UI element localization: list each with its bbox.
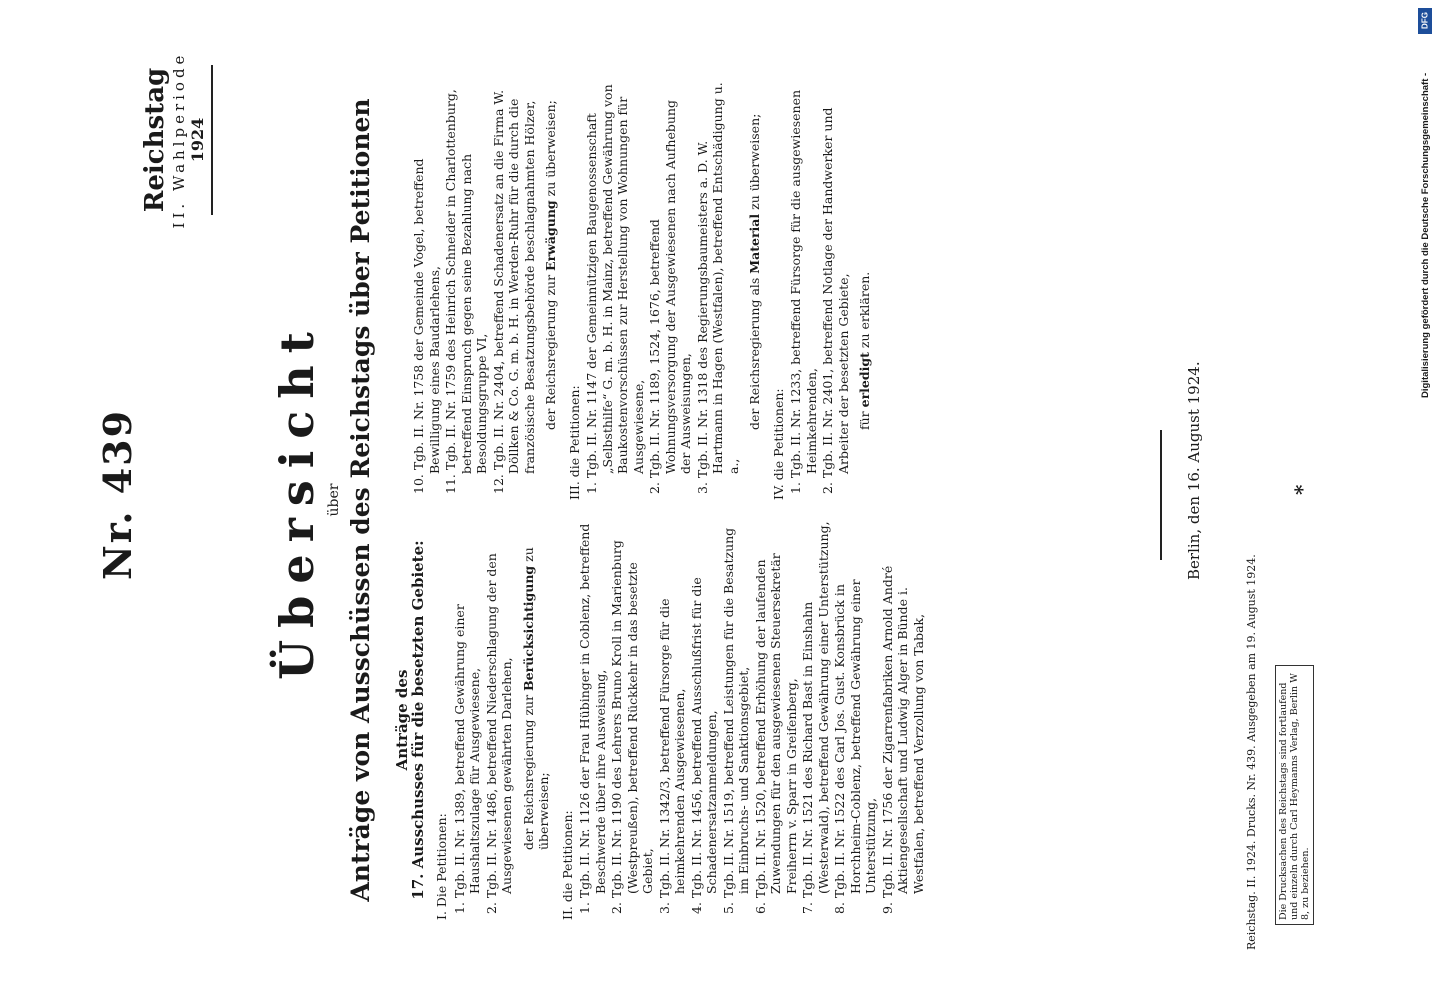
petition-item: 6. Tgb. II. Nr. 1520, betreffend Erhöhung der laufenden Zuwendungen für den ausgewiesenen Steuersekretär Freiherrn v. Sparr in Greifenberg,	[752, 553, 799, 914]
header-reichstag: Reichstag	[140, 67, 170, 213]
print-footer: Reichstag. II. 1924. Drucks. Nr. 439. Ausgegeben am 19. August 1924.	[1245, 554, 1258, 950]
decision-i	[521, 520, 552, 920]
decision-keyword: Berücksichtigung	[520, 565, 536, 691]
section-ii-label: II. die Petitionen:	[559, 810, 575, 920]
petition-item: 11. Tgb. II. Nr. 1759 des Heinrich Schneider in Charlottenburg, betreffend Einspruch gegen seine Bezahlung nach Besoldungsgruppe VI,	[443, 89, 489, 494]
decision-text: der Reichsregierung zur	[543, 274, 558, 430]
page-subtitle: Anträge von Ausschüssen des Reichstags über Petitionen	[346, 98, 375, 902]
section-heading-1: Anträge des	[393, 669, 411, 771]
decision-text: zu überweisen;	[543, 100, 558, 197]
section-heading-2: 17. Ausschusses für die besetzten Gebiete:	[408, 540, 427, 900]
decision-text: der Reichsregierung als	[747, 277, 762, 430]
petition-item: 3. Tgb. II. Nr. 1318 des Regierungsbaumeisters a. D. W. Hartmann in Hagen (Westfalen), betreffend Entschädigung u. a.,	[694, 82, 741, 494]
asterisk-mark: *	[1290, 484, 1314, 495]
header-wahlperiode: II. Wahlperiode	[170, 51, 188, 229]
document-date: Berlin, den 16. August 1924.	[1185, 361, 1203, 580]
section-i-label: I. Die Petitionen:	[434, 813, 449, 920]
header-year: 1924	[188, 117, 207, 163]
petition-item: 9. Tgb. II. Nr. 1756 der Zigarrenfabriken Arnold André Aktiengesellschaft und Ludwig Alger in Bünde i. Westfalen, betreffend Verzollung von Tabak,	[879, 565, 926, 914]
decision-keyword: erledigt	[857, 352, 872, 408]
petition-item: 1. Tgb. II. Nr. 1233, betreffend Fürsorge für die ausgewiesenen Heimkehrenden,	[788, 89, 819, 494]
decision-ii	[543, 80, 559, 500]
petition-item: 12. Tgb. II. Nr. 2404, betreffend Schadenersatz an die Firma W. Döllken & Co. G. m. b. H. in Werden-Ruhr für die durch die französische Besatzungsbehörde beschlagnahmten Hölzer,	[490, 89, 537, 494]
section-iii-label: III. die Petitionen:	[566, 385, 582, 500]
decision-keyword: Erwägung	[543, 200, 558, 271]
petition-item: 7. Tgb. II. Nr. 1521 des Richard Bast in Einshahn (Westerwald), betreffend Gewährung einer Unterstützung,	[800, 521, 831, 914]
document-number: Nr. 439	[95, 408, 140, 580]
separator-rule	[1160, 430, 1162, 560]
watermark-text: Digitalisierung gefördert durch die Deutsche Forschungsgemeinschaft -	[1420, 72, 1431, 398]
petition-item: 10. Tgb. II. Nr. 1758 der Gemeinde Vogel, betreffend Bewilligung eines Baudarlehens,	[411, 158, 442, 494]
publisher-note-box: Die Drucksachen des Reichstags sind fortlaufend und einzeln durch Carl Heymanns Verlag, Berlin W 8, zu beziehen.	[1275, 665, 1314, 925]
decision-text: für	[857, 411, 872, 430]
petition-item: 2. Tgb. II. Nr. 2401, betreffend Notlage der Handwerker und Arbeiter der besetzten Gebiete,	[820, 107, 851, 494]
title-block	[270, 40, 375, 960]
decision-iv	[857, 80, 873, 500]
petition-item: 2. Tgb. II. Nr. 1486, betreffend Niederschlagung der den Ausgewiesenen gewährten Darlehen,	[483, 553, 514, 914]
left-column	[395, 520, 927, 920]
reichstag-header	[140, 20, 213, 260]
section-iv-label: IV. die Petitionen:	[770, 388, 786, 500]
decision-text: zu überweisen;	[520, 547, 551, 850]
page-title: Übersicht	[270, 320, 324, 680]
dfg-watermark	[1418, 8, 1434, 992]
petition-item: 2. Tgb. II. Nr. 1189, 1524, 1676, betreffend Wohnungsversorgung der Ausgewiesenen nach Aufhebung der Ausweisungen,	[647, 100, 693, 494]
petition-item: 1. Tgb. II. Nr. 1147 der Gemeinnützigen Baugenossenschaft „Selbsthilfe“ G. m. b. H. in Mainz, betreffend Gewährung von Baukostenvorschüssen zur Herstellung von Wohnungen für Ausgewiesene,	[584, 84, 646, 494]
petition-item: 2. Tgb. II. Nr. 1190 des Lehrers Bruno Kroll in Marienburg (Westpreußen), betreffend Rückkehr in das besetzte Gebiet,	[609, 540, 655, 914]
petition-item: 1. Tgb. II. Nr. 1126 der Frau Hübinger in Coblenz, betreffend Beschwerde über ihre Ausweisung,	[577, 523, 608, 914]
decision-iii	[747, 80, 763, 500]
decision-text: zu überweisen;	[747, 113, 762, 210]
decision-text: der Reichsregierung zur	[520, 694, 536, 850]
right-column	[410, 80, 881, 500]
header-rule	[211, 65, 213, 215]
petition-item: 1. Tgb. II. Nr. 1389, betreffend Gewährung einer Haushaltszulage für Ausgewiesene,	[451, 604, 482, 914]
petition-item: 4. Tgb. II. Nr. 1456, betreffend Ausschlußfrist für die Schadenersatzanmeldungen,	[688, 577, 719, 914]
petition-item: 3. Tgb. II. Nr. 1342/3, betreffend Fürsorge für die heimkehrenden Ausgewiesenen,	[656, 598, 687, 914]
decision-text: zu erklären.	[857, 271, 872, 349]
title-ueber: über	[326, 483, 342, 517]
petition-item: 5. Tgb. II. Nr. 1519, betreffend Leistungen für die Besatzung im Einbruchs- und Sanktionsgebiet,	[720, 527, 751, 914]
decision-keyword: Material	[747, 213, 762, 274]
petition-item: 8. Tgb. II. Nr. 1522 des Carl Jos. Gust. Konsbrück in Horchheim-Coblenz, betreffend Gewährung einer Unterstützung,	[832, 579, 878, 914]
dfg-logo-text: DFG	[1420, 12, 1430, 29]
